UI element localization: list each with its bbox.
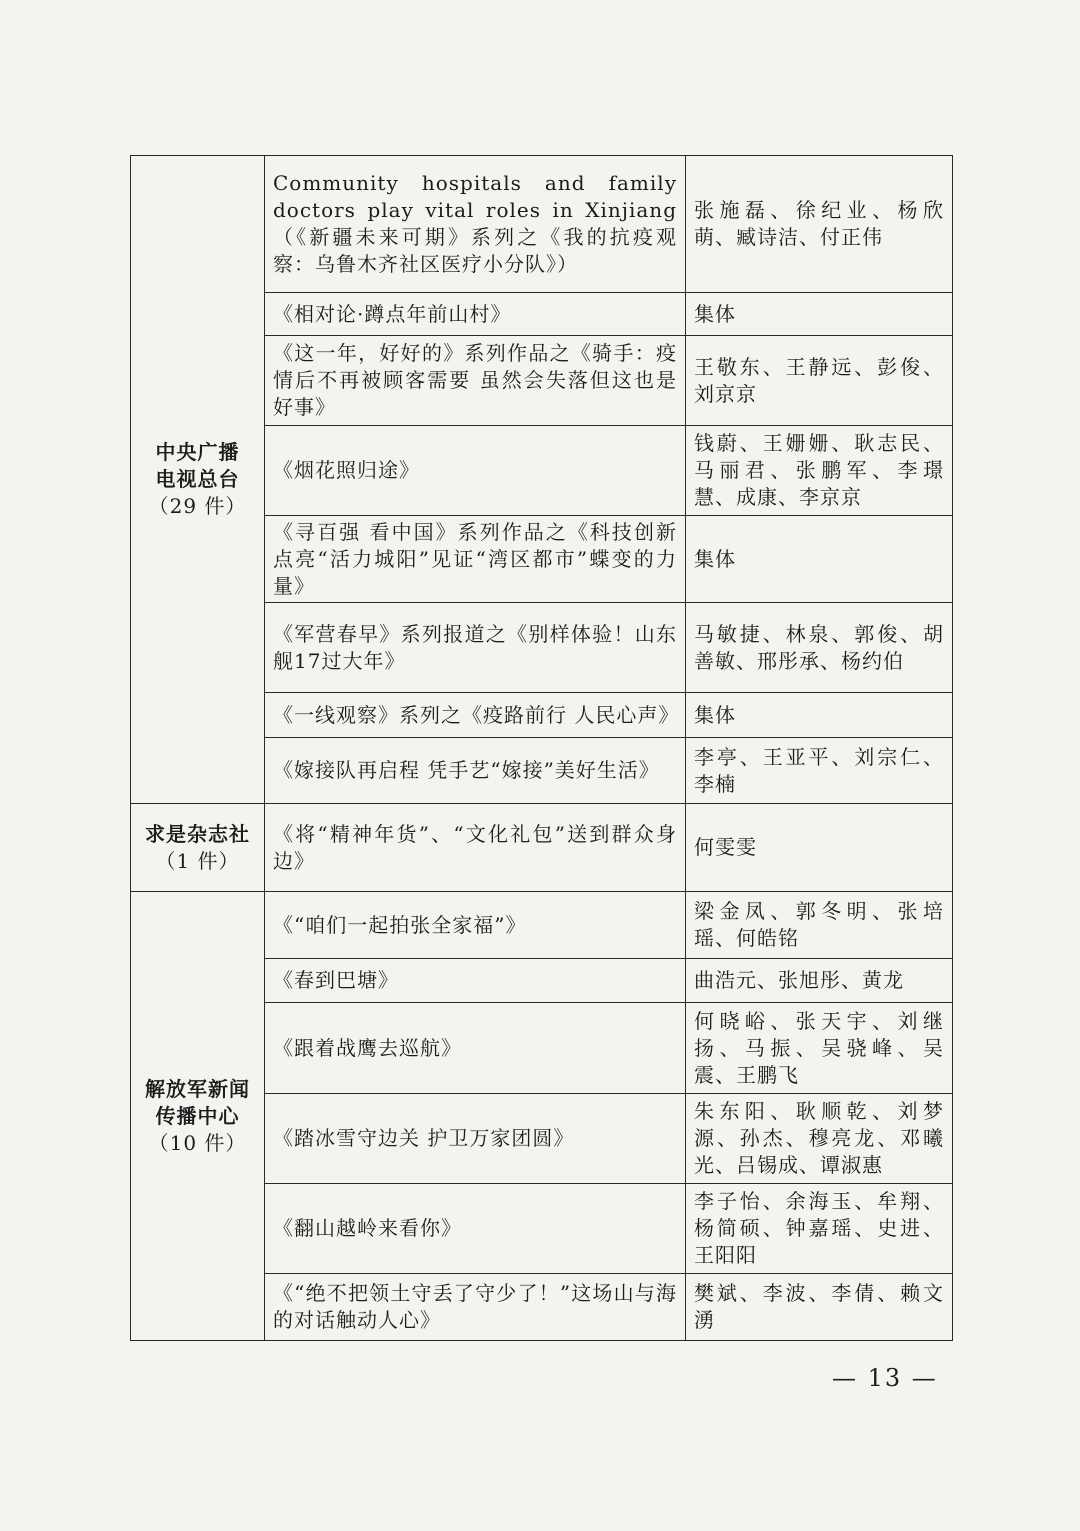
work-title: 《将“精神年货”、“文化礼包”送到群众身边》 — [265, 804, 686, 892]
authors: 张施磊、徐纪业、杨欣萌、臧诗洁、付正伟 — [686, 156, 953, 293]
unit-name: 求是杂志社 — [145, 821, 250, 846]
work-title: 《这一年，好好的》系列作品之《骑手：疫情后不再被顾客需要 虽然会失落但这也是好事》 — [265, 336, 686, 426]
work-title: 《跟着战鹰去巡航》 — [265, 1003, 686, 1094]
unit-cell-pla — [131, 892, 265, 1341]
authors: 李子怡、余海玉、牟翔、杨简硕、钟嘉瑶、史进、王阳阳 — [686, 1184, 953, 1274]
work-title: 《“咱们一起拍张全家福”》 — [265, 892, 686, 959]
authors: 何雯雯 — [686, 804, 953, 892]
authors: 樊斌、李波、李倩、赖文湧 — [686, 1274, 953, 1341]
authors: 何晓峪、张天宇、刘继扬、马振、吴骁峰、吴震、王鹏飞 — [686, 1003, 953, 1094]
authors: 集体 — [686, 293, 953, 336]
unit-count: （1 件） — [155, 848, 240, 873]
award-table — [130, 155, 953, 1341]
work-title: 《踏冰雪守边关 护卫万家团圆》 — [265, 1094, 686, 1184]
work-title: 《相对论·蹲点年前山村》 — [265, 293, 686, 336]
unit-cell-cctv — [131, 156, 265, 804]
authors: 马敏捷、林泉、郭俊、胡善敏、邢彤承、杨约伯 — [686, 603, 953, 693]
authors: 曲浩元、张旭彤、黄龙 — [686, 959, 953, 1003]
work-title: 《春到巴塘》 — [265, 959, 686, 1003]
unit-name: 解放军新闻传播中心 — [145, 1076, 250, 1128]
authors: 集体 — [686, 693, 953, 738]
work-title: 《寻百强 看中国》系列作品之《科技创新点亮“活力城阳”见证“湾区都市”蝶变的力量》 — [265, 516, 686, 603]
authors: 王敬东、王静远、彭俊、刘京京 — [686, 336, 953, 426]
unit-count: （10 件） — [148, 1130, 247, 1155]
authors: 集体 — [686, 516, 953, 603]
work-title: 《军营春早》系列报道之《别样体验！山东舰17过大年》 — [265, 603, 686, 693]
page-number: — 13 — — [832, 1364, 938, 1392]
work-title: 《嫁接队再启程 凭手艺“嫁接”美好生活》 — [265, 738, 686, 804]
table-row — [131, 804, 953, 892]
work-title: 《翻山越岭来看你》 — [265, 1184, 686, 1274]
unit-count: （29 件） — [148, 494, 247, 518]
work-title: 《一线观察》系列之《疫路前行 人民心声》 — [265, 693, 686, 738]
work-title: 《“绝不把领土守丢了守少了！”这场山与海的对话触动人心》 — [265, 1274, 686, 1341]
table-row — [131, 892, 953, 959]
work-title: 《烟花照归途》 — [265, 426, 686, 516]
table-row — [131, 156, 953, 293]
authors: 李亭、王亚平、刘宗仁、李楠 — [686, 738, 953, 804]
unit-cell-qiushi — [131, 804, 265, 892]
authors: 梁金凤、郭冬明、张培瑶、何皓铭 — [686, 892, 953, 959]
unit-name: 中央广播电视总台 — [155, 440, 240, 491]
authors: 朱东阳、耿顺乾、刘梦源、孙杰、穆亮龙、邓曦光、吕锡成、谭淑惠 — [686, 1094, 953, 1184]
authors: 钱蔚、王姗姗、耿志民、马丽君、张鹏军、李璟慧、成康、李京京 — [686, 426, 953, 516]
work-title: Community hospitals and family doctors play vital roles in Xinjiang（《新疆未来可期》系列之《我的抗疫观察：乌鲁木齐社区医疗小分队》） — [265, 156, 686, 293]
